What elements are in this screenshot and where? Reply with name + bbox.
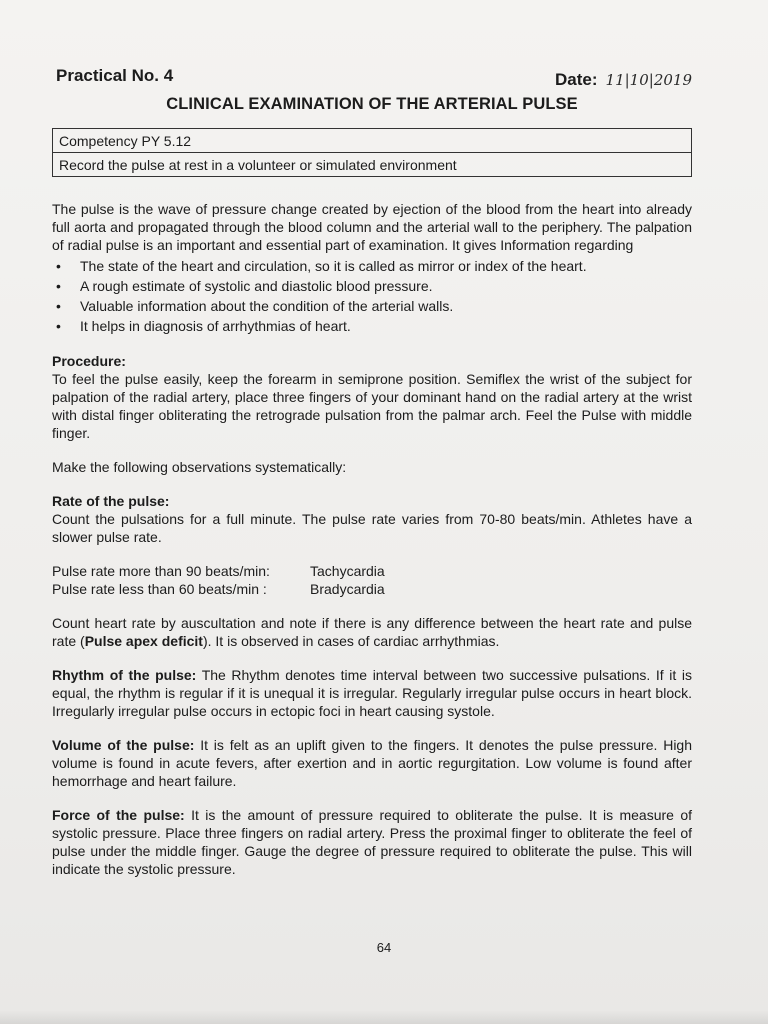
- rate-heading: Rate of the pulse:: [52, 493, 170, 509]
- force-paragraph: [52, 806, 692, 878]
- force-heading: Force of the pulse:: [52, 807, 185, 823]
- practical-number: Practical No. 4: [56, 66, 174, 85]
- bullet-item: • A rough estimate of systolic and diastolic blood pressure.: [52, 276, 692, 296]
- procedure-text: To feel the pulse easily, keep the forearm in semiprone position. Semiflex the wrist of the subject for palpation of the radial artery, place three fingers of your dominant hand on the radial artery at the wrist with distal finger obliterating the retrograde pulsation from the palmar arch. Feel the Pulse with middle finger.: [52, 371, 692, 441]
- tachycardia-value: Tachycardia: [310, 563, 385, 579]
- competency-text: Record the pulse at rest in a volunteer or simulated environment: [53, 152, 691, 176]
- intro-paragraph: The pulse is the wave of pressure change created by ejection of the blood from the heart into already full aorta and propagated through the blood column and the arterial wall to the periphery. The palpation of radial pulse is an important and essential part of examination. It gives Information regarding: [52, 201, 692, 253]
- competency-box: [52, 128, 692, 177]
- apex-text-start: Count heart rate by auscultation and note if there is any difference between the heart rate and pulse rate (: [52, 615, 692, 649]
- bradycardia-label: Pulse rate less than 60 beats/min :: [52, 581, 267, 597]
- page-number: 64: [376, 940, 392, 955]
- rhythm-paragraph: [52, 666, 692, 720]
- tachycardia-row: [52, 562, 692, 580]
- info-bullet-list: [52, 256, 692, 336]
- competency-code: Competency PY 5.12: [59, 133, 192, 149]
- rhythm-text: The Rhythm denotes time interval between two successive pulsations. If it is equal, the rhythm is regular if it is unequal it is irregular. Regularly irregular pulse occurs in heart block. Irregularly irregular pulse occurs in ectopic foci in heart causing systole.: [52, 667, 692, 719]
- volume-text: It is felt as an uplift given to the fingers. It denotes the pulse pressure. High volume is found in acute fevers, after exertion and in aortic regurgitation. Low volume is found after hemorrhage and heart failure.: [52, 737, 692, 789]
- bradycardia-row: [52, 580, 692, 598]
- force-text: It is the amount of pressure required to obliterate the pulse. It is measure of systolic pressure. Place three fingers on radial artery. Press the proximal finger to obliterate the feel of pulse under the middle finger. Gauge the degree of pressure required to obliterate the pulse. This will indicate the systolic pressure.: [52, 807, 693, 877]
- date-label: Date:: [555, 70, 598, 89]
- header-row: [52, 62, 692, 88]
- observations-intro: Make the following observations systematically:: [52, 459, 347, 475]
- page-title: CLINICAL EXAMINATION OF THE ARTERIAL PULSE: [166, 95, 578, 113]
- volume-paragraph: [52, 736, 692, 790]
- tachycardia-label: Pulse rate more than 90 beats/min:: [52, 563, 270, 579]
- date-field: [555, 70, 692, 90]
- volume-heading: Volume of the pulse:: [52, 737, 195, 753]
- apex-deficit-paragraph: [52, 614, 692, 650]
- page-content: [52, 62, 692, 878]
- handwritten-date: 11|10|2019: [605, 71, 692, 89]
- rate-text: Count the pulsations for a full minute. The pulse rate varies from 70-80 beats/min. Athletes have a slower pulse rate.: [52, 511, 692, 545]
- bullet-item: • Valuable information about the condition of the arterial walls.: [52, 296, 692, 316]
- apex-text-end: ). It is observed in cases of cardiac arrhythmias.: [202, 633, 500, 649]
- bullet-item: • The state of the heart and circulation, so it is called as mirror or index of the heart.: [52, 256, 692, 276]
- bradycardia-value: Bradycardia: [310, 581, 385, 597]
- rhythm-heading: Rhythm of the pulse:: [52, 667, 197, 683]
- bullet-item: • It helps in diagnosis of arrhythmias of heart.: [52, 316, 692, 336]
- apex-deficit-term: Pulse apex deficit: [84, 633, 203, 649]
- procedure-heading: Procedure:: [52, 353, 126, 369]
